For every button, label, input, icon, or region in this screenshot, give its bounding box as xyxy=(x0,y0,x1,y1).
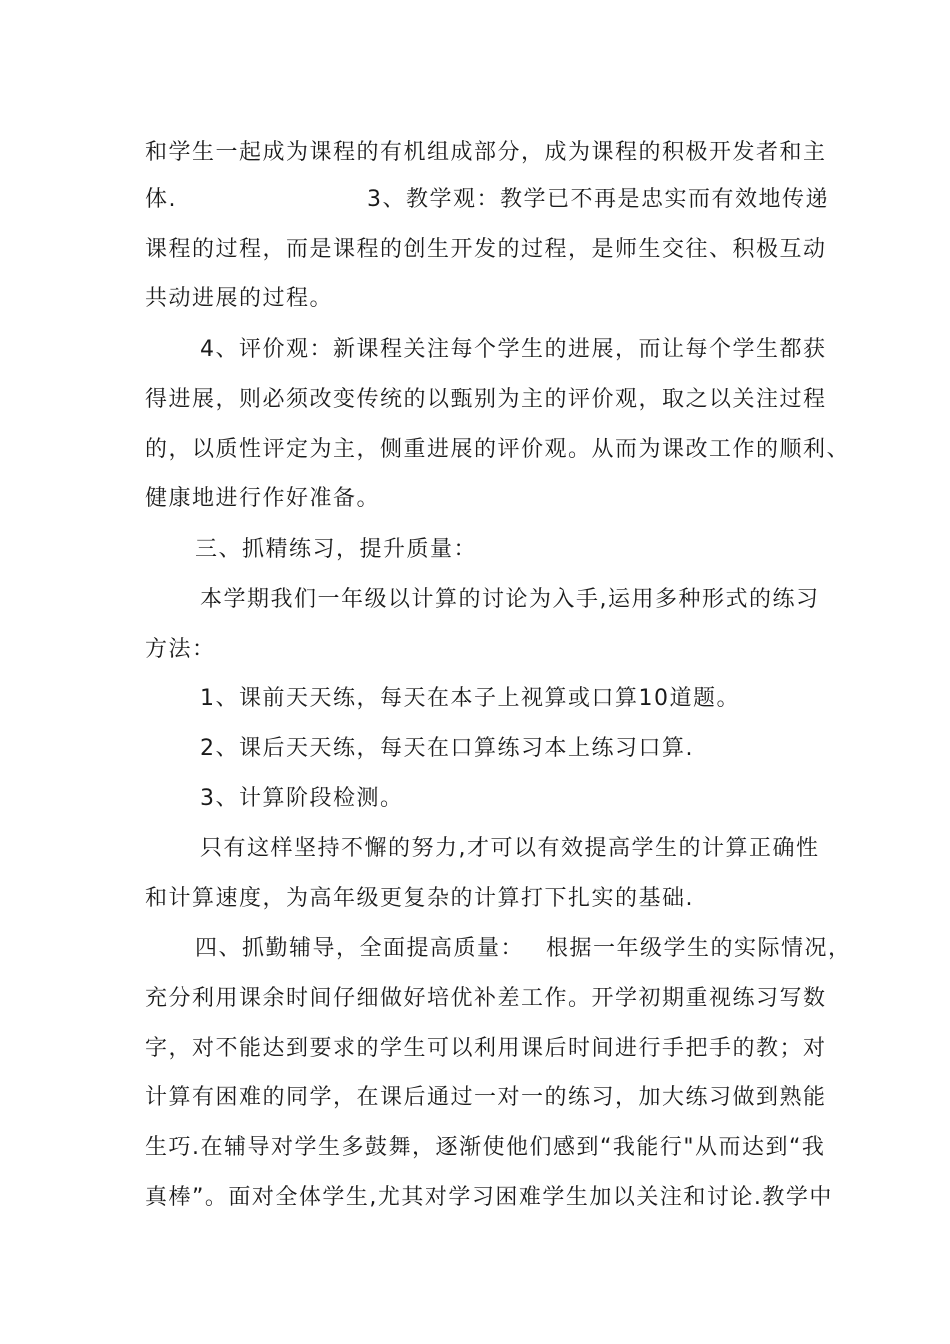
text-line xyxy=(145,1134,825,1162)
text-line xyxy=(145,386,827,414)
text-line-content: 方法： xyxy=(145,637,216,662)
text-line-content: 根据一年级学生的实际情况， xyxy=(546,936,852,961)
text-line xyxy=(145,186,829,214)
text-line xyxy=(200,586,820,614)
text-line xyxy=(200,835,820,863)
text-line xyxy=(145,636,216,664)
text-line-content: 课程的过程，而是课程的创生开发的过程，是师生交往、积极互动 xyxy=(145,237,827,262)
text-line-content: 真棒”。面对全体学生,尤其对学习困难学生加以关注和讨论.教学中 xyxy=(145,1185,833,1210)
text-line xyxy=(145,1184,833,1212)
text-line xyxy=(200,336,827,364)
text-line xyxy=(145,139,827,167)
text-line-content: 字，对不能达到要求的学生可以利用课后时间进行手把手的教；对 xyxy=(145,1036,827,1061)
text-line xyxy=(145,285,333,313)
list-item-text: 2、课后天天练，每天在口算练习本上练习口算. xyxy=(200,736,694,761)
section-heading-text: 三、抓精练习，提升质量： xyxy=(195,537,478,562)
list-item xyxy=(200,685,740,713)
text-line xyxy=(145,1084,827,1112)
text-line-content: 和计算速度，为高年级更复杂的计算打下扎实的基础. xyxy=(145,886,694,911)
list-item-text: 1、课前天天练，每天在本子上视算或口算10道题。 xyxy=(200,686,740,711)
text-line-content: 3、教学观：教学已不再是忠实而有效地传递 xyxy=(367,187,829,212)
text-line-content: 计算有困难的同学，在课后通过一对一的练习，加大练习做到熟能 xyxy=(145,1085,827,1110)
text-line-content: 和学生一起成为课程的有机组成部分，成为课程的积极开发者和主 xyxy=(145,140,827,165)
section-heading-text: 四、抓勤辅导，全面提高质量： xyxy=(195,936,525,961)
text-line xyxy=(145,985,827,1013)
text-line-content: 4、评价观：新课程关注每个学生的进展，而让每个学生都获 xyxy=(200,337,827,362)
text-line-content: 生巧.在辅导对学生多鼓舞，逐渐使他们感到“我能行"从而达到“我 xyxy=(145,1135,826,1160)
section-heading xyxy=(195,536,477,564)
section-heading xyxy=(195,935,852,963)
text-line xyxy=(145,485,380,513)
text-line-content: 本学期我们一年级以计算的讨论为入手,运用多种形式的练习 xyxy=(200,587,820,612)
list-item xyxy=(200,785,404,813)
list-item xyxy=(200,735,694,763)
text-line-content: 得进展，则必须改变传统的以甄别为主的评价观，取之以关注过程 xyxy=(145,387,827,412)
text-line xyxy=(145,236,827,264)
text-line-content: 共动进展的过程。 xyxy=(145,286,334,311)
text-line-content: 体. xyxy=(145,187,177,212)
text-line-content: 健康地进行作好准备。 xyxy=(145,486,381,511)
list-item-text: 3、计算阶段检测。 xyxy=(200,786,404,811)
text-line-content: 只有这样坚持不懈的努力,才可以有效提高学生的计算正确性 xyxy=(200,836,820,861)
text-line-content: 充分利用课余时间仔细做好培优补差工作。开学初期重视练习写数 xyxy=(145,986,827,1011)
text-line xyxy=(145,1035,827,1063)
text-line xyxy=(145,885,694,913)
text-line xyxy=(145,436,850,464)
text-line-content: 的，以质性评定为主，侧重进展的评价观。从而为课改工作的顺利、 xyxy=(145,437,851,462)
